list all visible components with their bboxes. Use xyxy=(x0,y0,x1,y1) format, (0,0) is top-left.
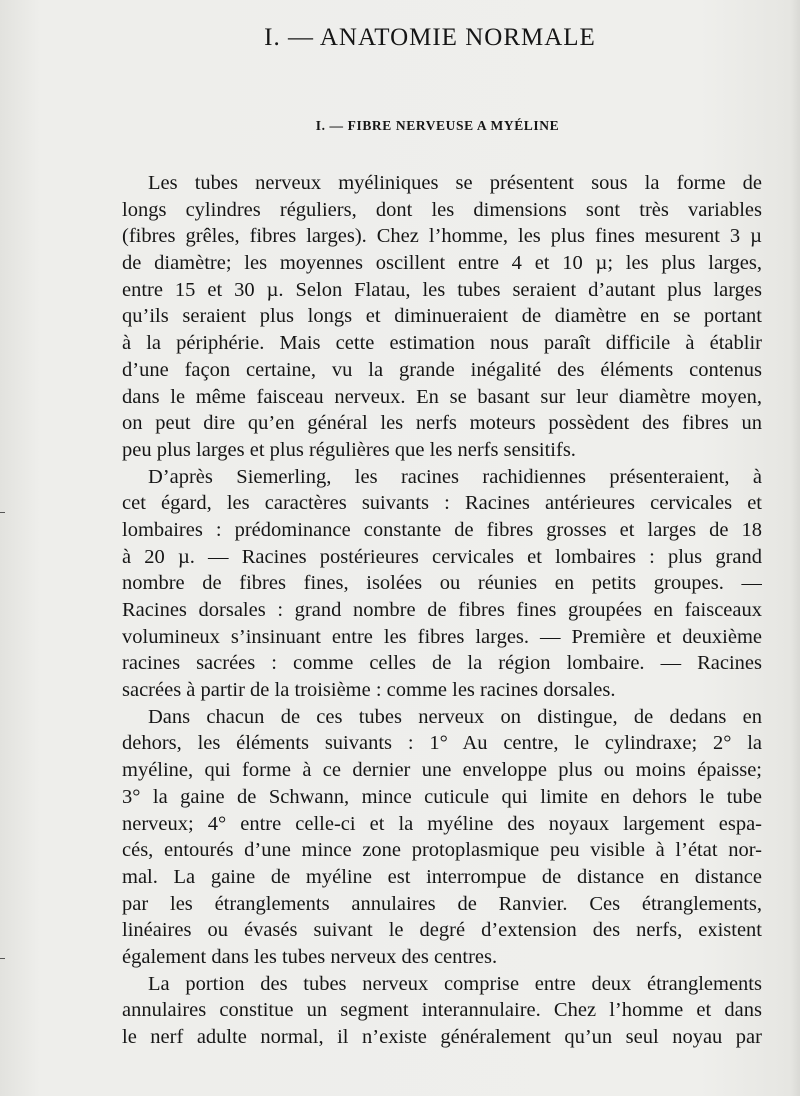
paragraph xyxy=(122,704,762,971)
text-line: on peut dire qu’en général les nerfs moteurs possèdent des fibres un xyxy=(122,412,762,435)
paragraph xyxy=(122,971,762,1051)
text-line: La portion des tubes nerveux comprise entre deux étranglements xyxy=(148,972,762,995)
text-line: (fibres grêles, fibres larges). Chez l’homme, les plus fines mesurent 3 µ xyxy=(122,225,762,248)
text-line: linéaires ou évasés suivant le degré d’extension des nerfs, existent xyxy=(122,919,762,942)
text-line: peu plus larges et plus régulières que les nerfs sensitifs. xyxy=(122,438,576,461)
text-line: également dans les tubes nerveux des centres. xyxy=(122,945,498,968)
section-title: I. — FIBRE NERVEUSE A MYÉLINE xyxy=(315,118,560,133)
text-line: nerveux; 4° entre celle-ci et la myéline des noyaux largement espa- xyxy=(122,812,762,835)
text-line: de diamètre; les moyennes oscillent entre 4 et 10 µ; les plus larges, xyxy=(122,252,762,275)
text-line: cés, entourés d’une mince zone protoplasmique peu visible à l’état nor- xyxy=(122,839,762,862)
text-line: le nerf adulte normal, il n’existe généralement qu’un seul noyau par xyxy=(122,1026,762,1048)
text-line: dans le même faisceau nerveux. En se basant sur leur diamètre moyen, xyxy=(122,385,762,408)
text-line: à la périphérie. Mais cette estimation nous paraît difficile à établir xyxy=(122,332,762,355)
text-line: Les tubes nerveux myéliniques se présentent sous la forme de xyxy=(148,172,762,194)
text-line: qu’ils seraient plus longs et diminueraient de diamètre en se portant xyxy=(122,305,762,328)
text-line: entre 15 et 30 µ. Selon Flatau, les tubes seraient d’autant plus larges xyxy=(122,278,762,301)
paragraph xyxy=(122,170,762,464)
text-line: lombaires : prédominance constante de fibres grosses et larges de 18 xyxy=(122,518,762,541)
text-line: longs cylindres réguliers, dont les dimensions sont très variables xyxy=(122,198,762,221)
paragraph xyxy=(122,464,762,704)
page-title: I. — ANATOMIE NORMALE xyxy=(264,24,596,51)
text-line: à 20 µ. — Racines postérieures cervicales et lombaires : plus grand xyxy=(122,545,762,568)
text-line: annulaires constitue un segment interannulaire. Chez l’homme et dans xyxy=(122,999,762,1022)
body-text xyxy=(122,170,762,1051)
text-line: Racines dorsales : grand nombre de fibres fines groupées en faisceaux xyxy=(122,599,762,621)
text-line: racines sacrées : comme celles de la région lombaire. — Racines xyxy=(122,652,762,675)
text-line: myéline, qui forme à ce dernier une enveloppe plus ou moins épaisse; xyxy=(122,759,762,782)
text-line: sacrées à partir de la troisième : comme les racines dorsales. xyxy=(122,679,616,702)
margin-mark xyxy=(0,958,5,959)
text-line: dehors, les éléments suivants : 1° Au centre, le cylindraxe; 2° la xyxy=(122,732,762,755)
text-line: 3° la gaine de Schwann, mince cuticule qui limite en dehors le tube xyxy=(122,785,762,808)
text-line: Dans chacun de ces tubes nerveux on distingue, de dedans en xyxy=(148,705,762,728)
text-line: volumineux s’insinuant entre les fibres larges. — Première et deuxième xyxy=(122,625,762,648)
text-line: d’une façon certaine, vu la grande inégalité des éléments contenus xyxy=(122,358,762,381)
text-line: nombre de fibres fines, isolées ou réunies en petits groupes. — xyxy=(122,572,762,595)
margin-mark xyxy=(0,512,5,513)
text-line: D’après Siemerling, les racines rachidiennes présenteraient, à xyxy=(148,465,762,488)
text-line: mal. La gaine de myéline est interrompue de distance en distance xyxy=(122,865,762,888)
text-line: par les étranglements annulaires de Ranvier. Ces étranglements, xyxy=(122,892,762,915)
text-line: cet égard, les caractères suivants : Racines antérieures cervicales et xyxy=(122,492,762,515)
